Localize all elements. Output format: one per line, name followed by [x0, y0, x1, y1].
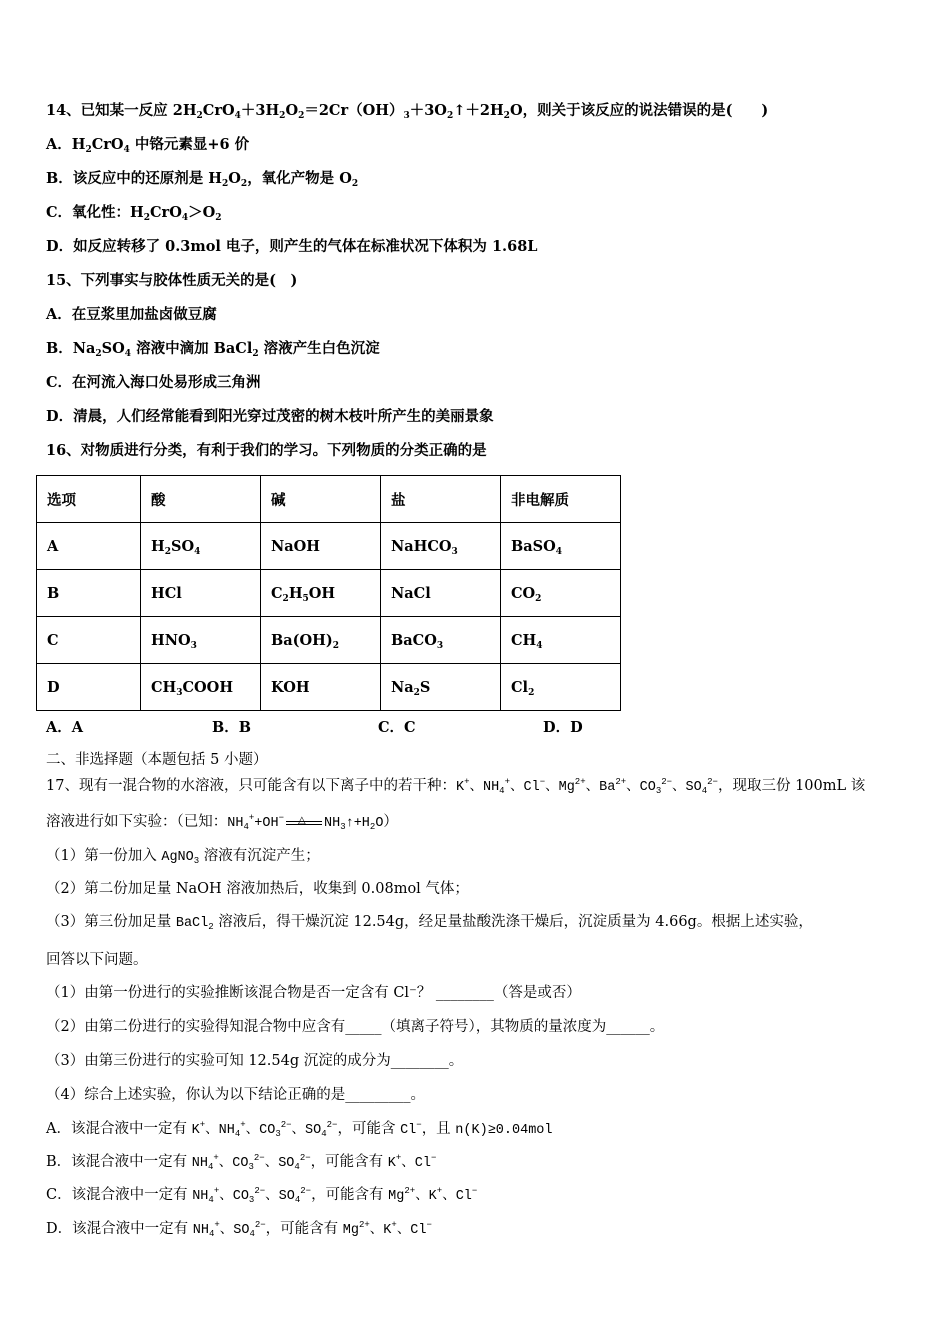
- cell-label: C: [37, 617, 141, 664]
- q17-option-b: B．该混合液中一定有 $NH_4^+$、$CO_3^{2-}$、$SO_4^{2-}$，可能含有 K+、Cl−: [46, 1153, 437, 1172]
- cell-acid: $HNO_3$: [141, 617, 261, 664]
- q14-stem: 14、已知某一反应 $2H_2CrO_4+3H_2O_2=2Cr(OH)_3+3O_2↑+2H_2O$，则关于该反应的说法错误的是( ): [46, 102, 769, 121]
- q16-stem: 16、对物质进行分类，有利于我们的学习。下列物质的分类正确的是: [46, 442, 487, 459]
- cell-acid: HCl: [141, 570, 261, 617]
- table-header-row: [37, 476, 621, 523]
- q17-option-a: A．该混合液中一定有 K+、$NH_4^+$、$CO_3^{2-}$、$SO_4^{2-}$，可能含 Cl−，且 n(K)≥0.04mol: [46, 1120, 553, 1139]
- cell-nonelectrolyte: $CO_2$: [501, 570, 621, 617]
- cell-acid: $CH_3COOH$: [141, 664, 261, 711]
- header-base: 碱: [261, 476, 381, 523]
- cell-base: $C_2H_5OH$: [261, 570, 381, 617]
- q14-option-a: A．$H_2CrO_4$ 中铬元素显+6 价: [46, 136, 250, 155]
- q17-experiment-2: （2）第二份加足量 NaOH 溶液加热后，收集到 0.08mol 气体；: [46, 881, 469, 897]
- header-nonelectrolyte: 非电解质: [501, 476, 621, 523]
- q17-option-c: C．该混合液中一定有 $NH_4^+$、$CO_3^{2-}$、$SO_4^{2-}$，可能含有 $Mg^{2+}$、K+、Cl−: [46, 1186, 478, 1205]
- cell-label: A: [37, 523, 141, 570]
- table-row: [37, 617, 621, 664]
- q17-stem: 17、现有一混合物的水溶液，只可能含有以下离子中的若干种：K+、$NH_4^+$、Cl−、$Mg^{2+}$、$Ba^{2+}$、$CO_3^{2-}$、$SO_4^{2-}$，现取三份 100mL 该: [46, 777, 866, 796]
- table-row: [37, 523, 621, 570]
- q17-experiment-3: （3）第三份加足量 BaCl$_2$ 溶液后，得干燥沉淀 12.54g，经足量盐酸洗涤干燥后，沉淀质量为 4.66g。根据上述实验，: [46, 914, 813, 932]
- q15-stem: 15、下列事实与胶体性质无关的是( ): [46, 272, 298, 289]
- header-salt: 盐: [381, 476, 501, 523]
- cell-base: $Ba(OH)_2$: [261, 617, 381, 664]
- heating-arrow-icon: △: [284, 815, 324, 829]
- q16-answer-c: C．C: [378, 719, 416, 736]
- q17-subquestion-4: （4）综合上述实验，你认为以下结论正确的是_________。: [46, 1087, 425, 1103]
- q14-option-d: D．如反应转移了 0.3mol 电子，则产生的气体在标准状况下体积为 1.68L: [46, 238, 538, 255]
- cell-acid: $H_2SO_4$: [141, 523, 261, 570]
- q17-experiment-1: （1）第一份加入 AgNO$_3$ 溶液有沉淀产生；: [46, 848, 320, 866]
- cell-nonelectrolyte: $Cl_2$: [501, 664, 621, 711]
- classification-table: [36, 475, 621, 711]
- q15-option-a: A．在豆浆里加盐卤做豆腐: [46, 306, 217, 323]
- q16-answer-b: B．B: [212, 719, 252, 736]
- q17-experiment-3-cont: 回答以下问题。: [46, 952, 148, 968]
- cell-salt: BaCO$_3$: [381, 617, 501, 664]
- table-row: [37, 570, 621, 617]
- header-option: 选项: [37, 476, 141, 523]
- q16-answer-d: D．D: [543, 719, 583, 736]
- q15-option-c: C．在河流入海口处易形成三角洲: [46, 374, 261, 391]
- q17-stem-line2: 溶液进行如下实验：（已知：$NH_4^++OH^-$ △ $NH_3↑+H_2O$）: [46, 813, 398, 832]
- q17-subquestion-3: （3）由第三份进行的实验可知 12.54g 沉淀的成分为________。: [46, 1053, 464, 1069]
- q17-subquestion-2: （2）由第二份进行的实验得知混合物中应含有_____（填离子符号），其物质的量浓度为______。: [46, 1019, 665, 1035]
- q14-option-b: B．该反应中的还原剂是 $H_2O_2$，氧化产物是 $O_2$: [46, 170, 359, 189]
- q15-option-b: B．$Na_2SO_4$ 溶液中滴加 BaCl$_2$ 溶液产生白色沉淀: [46, 340, 380, 359]
- table-row: [37, 664, 621, 711]
- cell-salt: NaCl: [381, 570, 501, 617]
- cell-salt: NaHCO$_3$: [381, 523, 501, 570]
- q16-answer-a: A．A: [46, 719, 84, 736]
- q17-option-d: D．该混合液中一定有 $NH_4^+$、$SO_4^{2-}$，可能含有 $Mg^{2+}$、K+、Cl−: [46, 1220, 432, 1239]
- section-heading: 二、非选择题（本题包括 5 小题）: [46, 752, 268, 768]
- q14-option-c: C．氧化性：$H_2CrO_4>O_2$: [46, 204, 222, 223]
- q17-subquestion-1: （1）由第一份进行的实验推断该混合物是否一定含有 Cl⁻？ ________（答是或否）: [46, 985, 581, 1001]
- cell-label: D: [37, 664, 141, 711]
- cell-nonelectrolyte: BaSO$_4$: [501, 523, 621, 570]
- q15-option-d: D．清晨，人们经常能看到阳光穿过茂密的树木枝叶所产生的美丽景象: [46, 408, 494, 425]
- cell-salt: $Na_2S$: [381, 664, 501, 711]
- cell-nonelectrolyte: $CH_4$: [501, 617, 621, 664]
- cell-label: B: [37, 570, 141, 617]
- cell-base: NaOH: [261, 523, 381, 570]
- cell-base: KOH: [261, 664, 381, 711]
- header-acid: 酸: [141, 476, 261, 523]
